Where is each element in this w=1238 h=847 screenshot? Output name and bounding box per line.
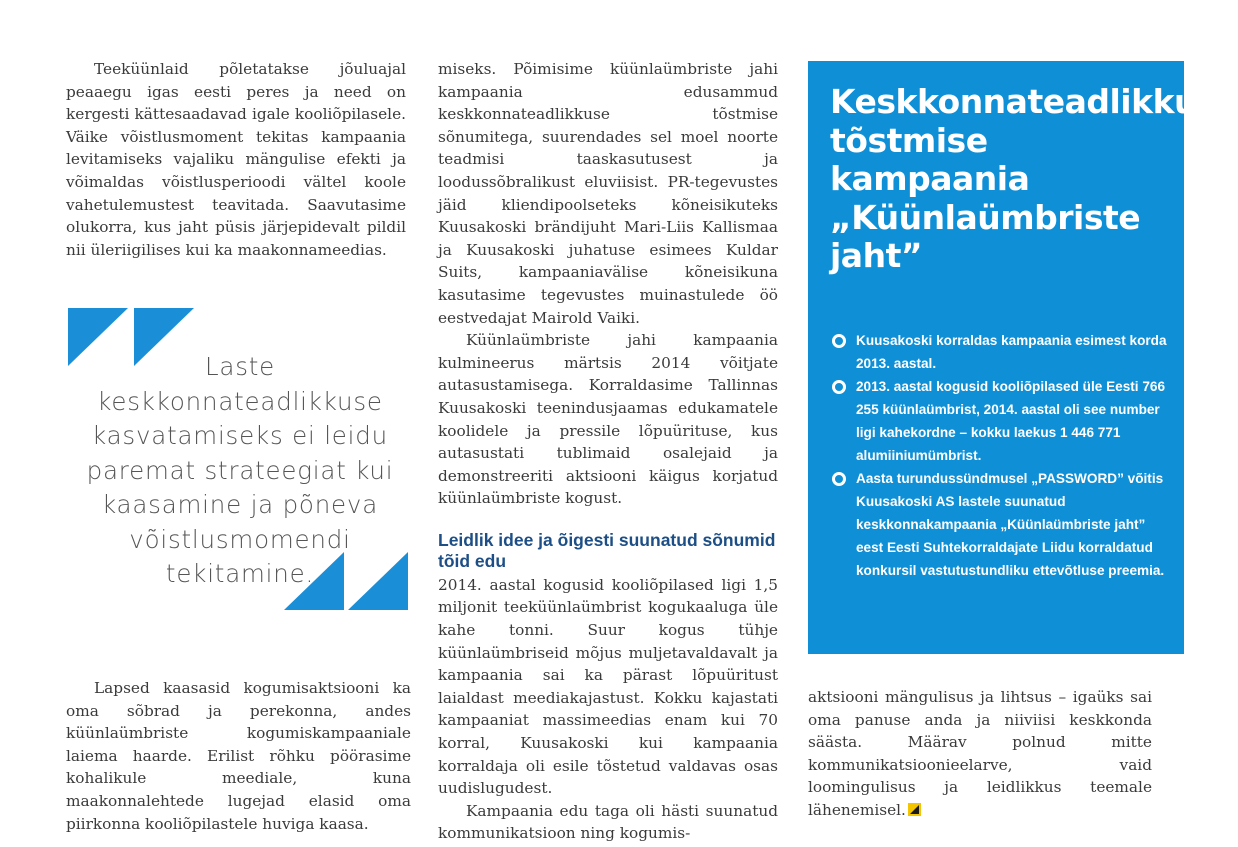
bullet-circle-icon [832, 380, 846, 394]
list-item [830, 467, 1170, 582]
list-item [830, 329, 1170, 375]
body-paragraph: miseks. Põimisime küünlaümbriste jahi kampaania edusammud keskkonnateadlikkuse tõstmise sõnumitega, suurendades sel moel noorte teadmisi taaskasutusest ja loodussõbralikust eluviisist. PR-tegevustes jäid kliendipoolseteks kõneisikuteks Kuusakoski brändijuht Mari-Liis Kallismaa ja Kuusakoski juhatuse esimees Kuldar Suits, kampaaniavälise kõneisikuna kasutasime tegevustes muinastulede öö eestvedajat Mairold Vaiki. [438, 60, 778, 327]
section-subheading: Leidlik idee ja õigesti suunatud sõnumid tõid edu [438, 529, 776, 571]
body-text: aktsiooni mängulisus ja lihtsus – igaüks sai oma panuse anda ja niiviisi keskkonda säästa. Määrav polnud mitte kommunikatsioonieelarve, vaid loomingulisus ja leidlikkus teemale lähenemisel. [808, 688, 1152, 819]
column-2 [438, 58, 778, 845]
close-quote-mark-icon [284, 552, 410, 612]
body-paragraph: Küünlaümbriste jahi kampaania kulmineerus märtsis 2014 võitjate autasustamisega. Korraldasime Tallinnas Kuusakoski teenindusjaamas edukamatele koolidele ja pressile lõpuürituse, kus autasustati tublimaid osalejaid ja demonstreeriti aktsiooni käigus korjatud küünlaümbriste kogust. [438, 331, 778, 508]
column-1-bottom [66, 677, 411, 835]
column-3-bottom [808, 686, 1152, 822]
info-box-list [830, 329, 1170, 582]
body-paragraph [808, 686, 1152, 822]
body-paragraph: Lapsed kaasasid kogumisaktsiooni ka oma sõbrad ja perekonna, andes küünlaümbriste kogumiskampaaniale laiema haarde. Erilist rõhku pöörasime kohalikule meediale, kuna maakonnalehtede lugejad elasid oma piirkonna kooliõpilastele huviga kaasa. [66, 679, 411, 833]
bullet-circle-icon [832, 334, 846, 348]
info-box [808, 61, 1238, 654]
bullet-circle-icon [832, 472, 846, 486]
article-end-mark-icon [908, 803, 921, 816]
list-item-text: 2013. aastal kogusid kooliõpilased üle Eesti 766 255 küünlaümbrist, 2014. aastal oli see number ligi kahekordne – kokku laekus 1 446 771 alumiiniumümbrist. [856, 379, 1166, 463]
body-paragraph: 2014. aastal kogusid kooliõpilased ligi 1,5 miljonit teeküünlaümbrist kogukaaluga üle kahe tonni. Suur kogus tühje küünlaümbriseid mõjus muljetavaldavalt ja kampaania sai ka pärast lõpuüritust laialdast meediakajastust. Kokku kajastati kampaaniat massimeedias enam kui 70 korral, Kuusakoski kui kampaania korraldaja oli esile tõstetud valdavas osas uudislugudest. [438, 575, 778, 798]
list-item-text: Kuusakoski korraldas kampaania esimest korda 2013. aastal. [856, 333, 1167, 371]
body-paragraph: Teeküünlaid põletatakse jõuluajal peaaegu igas eesti peres ja need on kergesti kättesaadavad igale kooliõpilasele. Väike võistlusmoment tekitas kampaania levitamiseks vajaliku mängulise efekti ja võimaldas võistlusperioodi vältel koole vahetulemustest teavitada. Saavutasime olukorra, kus jaht püsis järjepidevalt pildil nii üleriigilises kui ka maakonnameedias. [66, 60, 406, 259]
pull-quote [60, 300, 420, 620]
list-item-text: Aasta turundussündmusel „PASSWORD” võitis Kuusakoski AS lastele suunatud keskkonnakampaania „Küünlaümbriste jaht” eest Eesti Suhtekorraldajate Liidu korraldatud konkursil vastutustundliku ettevõtluse preemia. [856, 471, 1165, 578]
column-1-top [66, 58, 406, 261]
pull-quote-text: Laste keskkonnateadlikkuse kasvatamiseks ei leidu paremat strateegiat kui kaasamine ja põneva võistlusmomendi tekitamine. [86, 352, 394, 588]
list-item [830, 375, 1170, 467]
info-box-title: Keskkonnateadlikkuse tõstmise kampaania „Küünlaümbriste jaht” [830, 82, 1238, 275]
body-paragraph: Kampaania edu taga oli hästi suunatud kommunikatsioon ning kogumis- [438, 801, 778, 843]
